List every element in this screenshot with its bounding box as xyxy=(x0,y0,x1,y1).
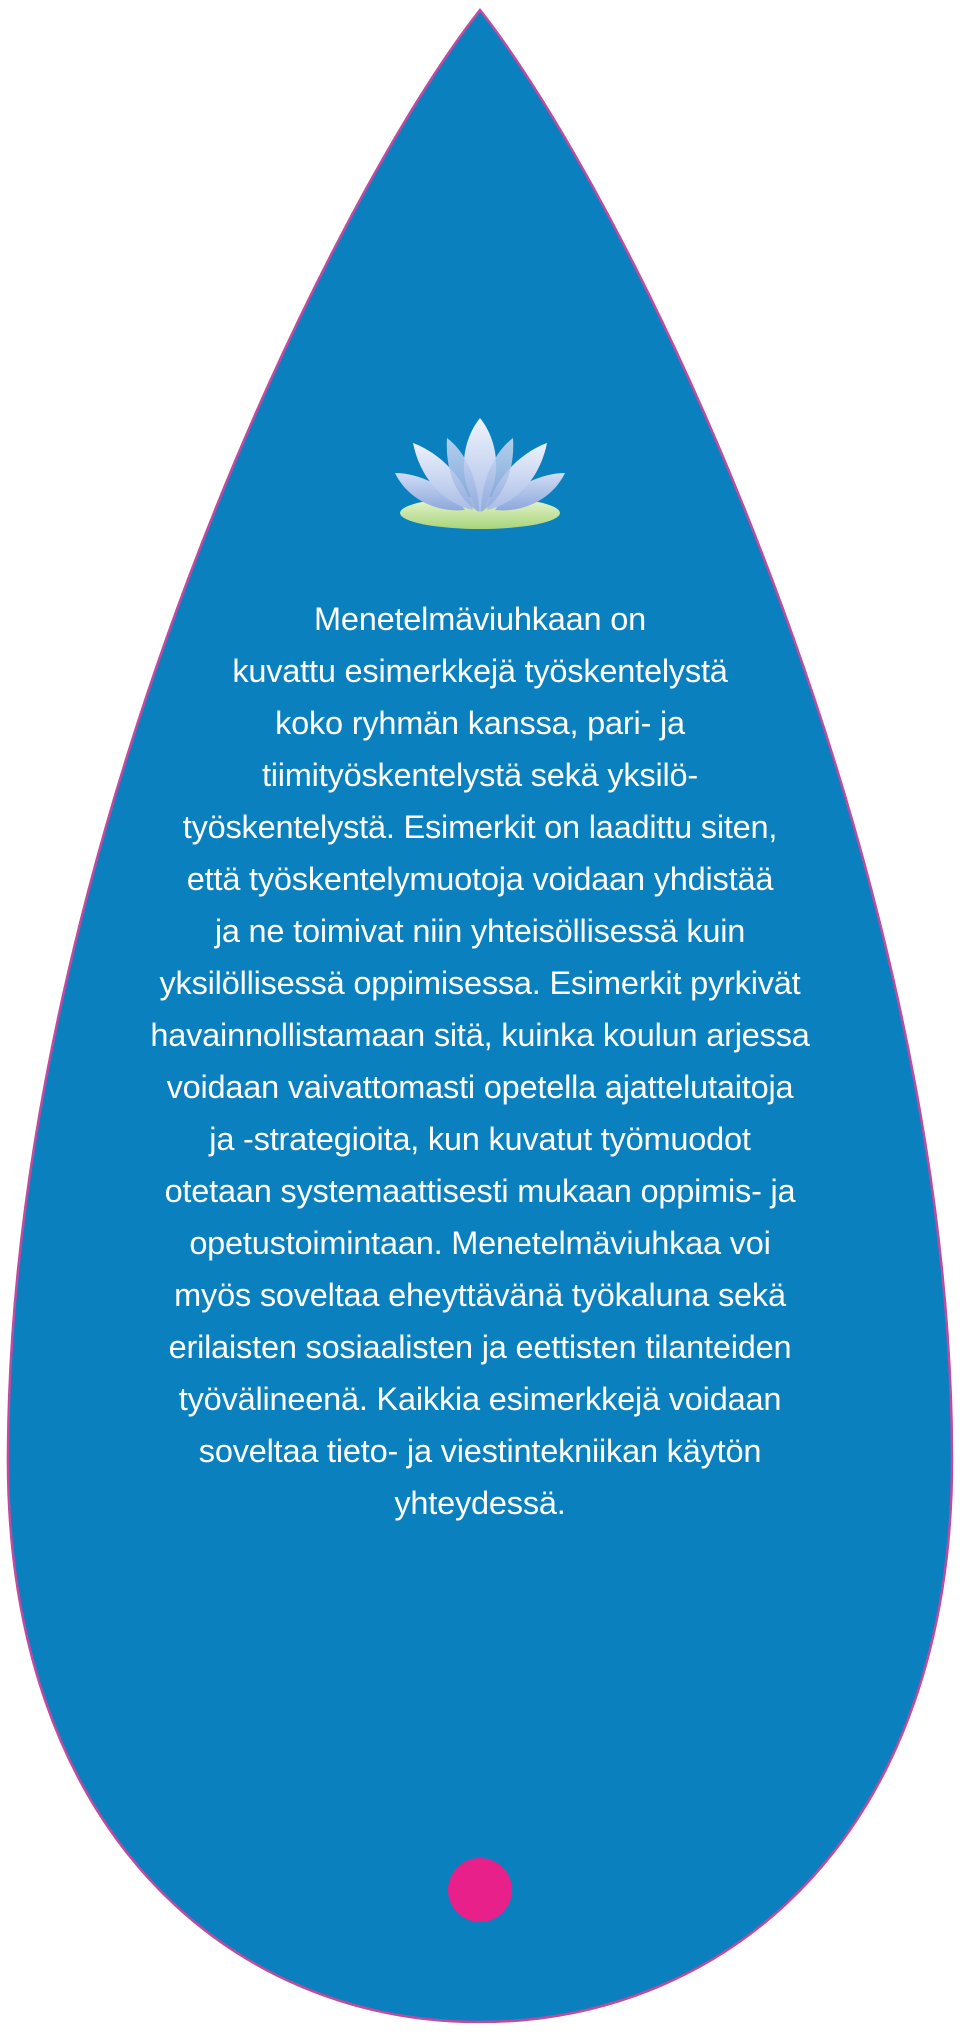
text-line: yhteydessä. xyxy=(394,1485,566,1521)
text-line: kuvattu esimerkkejä työskentelystä xyxy=(232,653,728,689)
lotus-flower-icon xyxy=(395,418,565,533)
text-line: koko ryhmän kanssa, pari- ja xyxy=(275,705,685,741)
text-line: ja -strategioita, kun kuvatut työmuodot xyxy=(209,1121,751,1157)
pink-dot xyxy=(448,1858,512,1922)
text-line: Menetelmäviuhkaan on xyxy=(313,601,647,637)
text-line: tiimityöskentelystä sekä yksilö- xyxy=(261,757,699,793)
text-line: että työskentelymuotoja voidaan yhdistää xyxy=(186,861,774,897)
text-line: erilaisten sosiaalisten ja eettisten tilanteiden xyxy=(168,1329,792,1365)
text-line: soveltaa tieto- ja viestintekniikan käytön xyxy=(198,1433,762,1469)
text-line: havainnollistamaan sitä, kuinka koulun arjessa xyxy=(150,1017,810,1053)
text-line: voidaan vaivattomasti opetella ajattelutaitoja xyxy=(166,1069,794,1105)
text-line: otetaan systemaattisesti mukaan oppimis- ja xyxy=(164,1173,796,1209)
text-line: opetustoimintaan. Menetelmäviuhkaa voi xyxy=(189,1225,771,1261)
text-line: myös soveltaa eheyttävänä työkaluna sekä xyxy=(174,1277,786,1313)
text-line: työvälineenä. Kaikkia esimerkkejä voidaan xyxy=(178,1381,782,1417)
text-line: työskentelystä. Esimerkit on laadittu siten, xyxy=(182,809,778,845)
text-line: yksilöllisessä oppimisessa. Esimerkit pyrkivät xyxy=(159,965,801,1001)
intro-paragraph xyxy=(80,593,880,1529)
text-line: ja ne toimivat niin yhteisöllisessä kuin xyxy=(214,913,746,949)
